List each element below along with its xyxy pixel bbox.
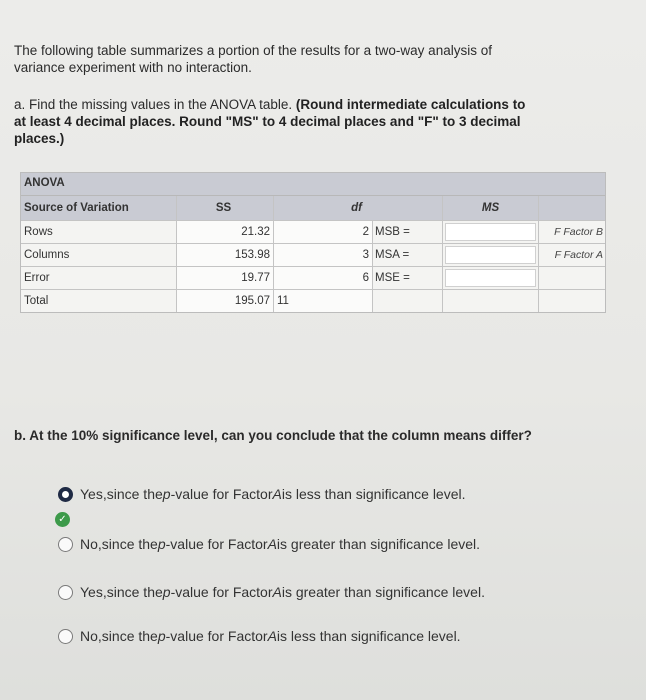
- option-post: is less than significance level.: [276, 628, 461, 644]
- option-factor: A: [267, 628, 277, 644]
- option-answer: No: [80, 628, 98, 644]
- option-sep: ,: [97, 536, 102, 552]
- msa-input[interactable]: [443, 244, 539, 266]
- radio-icon[interactable]: [58, 629, 73, 644]
- option-mid: -value for Factor: [165, 536, 268, 552]
- intro-line-1: The following table summarizes a portion of the results for a two-way analysis of: [14, 43, 492, 58]
- option-pre: since the: [101, 536, 158, 552]
- header-source: Source of Variation: [21, 196, 177, 220]
- ms-label: MSB =: [373, 221, 443, 243]
- header-df: df: [274, 196, 443, 220]
- anova-table: [20, 172, 606, 313]
- option-mid: -value for Factor: [165, 628, 268, 644]
- part-a-prefix: a. Find the missing values in the ANOVA table.: [14, 97, 296, 112]
- option-factor: A: [272, 584, 282, 600]
- option-post: is greater than significance level.: [281, 584, 485, 600]
- anova-row-rows: [21, 221, 605, 244]
- source-cell: Total: [21, 290, 177, 312]
- radio-selected-icon[interactable]: [58, 487, 73, 502]
- option-pvar: p: [162, 486, 171, 502]
- option-sep: ,: [97, 628, 102, 644]
- option-sep: ,: [102, 584, 107, 600]
- anova-header-row: [21, 196, 605, 221]
- option-1[interactable]: [58, 486, 466, 502]
- ms-label: [373, 290, 443, 312]
- problem-intro: [14, 42, 574, 76]
- anova-row-error: [21, 267, 605, 290]
- source-cell: Rows: [21, 221, 177, 243]
- option-pre: since the: [101, 628, 158, 644]
- mse-input[interactable]: [443, 267, 539, 289]
- part-a-prompt: [14, 96, 604, 147]
- option-2[interactable]: [58, 536, 480, 552]
- option-mid: -value for Factor: [170, 584, 273, 600]
- ss-cell: 21.32: [177, 221, 274, 243]
- option-post: is less than significance level.: [281, 486, 466, 502]
- ms-empty-cell: [443, 290, 539, 312]
- option-post: is greater than significance level.: [276, 536, 481, 552]
- ss-cell: 153.98: [177, 244, 274, 266]
- ss-cell: 19.77: [177, 267, 274, 289]
- source-cell: Error: [21, 267, 177, 289]
- radio-icon[interactable]: [58, 585, 73, 600]
- option-answer: Yes: [80, 486, 103, 502]
- option-factor: A: [272, 486, 282, 502]
- header-ms: MS: [443, 196, 539, 220]
- msb-input[interactable]: [443, 221, 539, 243]
- option-pvar: p: [162, 584, 171, 600]
- anova-title-bar: [21, 173, 605, 196]
- f-factor-b-label: F Factor B: [554, 226, 603, 238]
- f-factor-a-label: F Factor A: [554, 249, 603, 261]
- radio-icon[interactable]: [58, 537, 73, 552]
- df-cell: 2: [274, 221, 373, 243]
- option-mid: -value for Factor: [170, 486, 273, 502]
- f-empty-cell: [539, 267, 605, 289]
- part-a-instruction-3: places.): [14, 131, 65, 146]
- header-ss: SS: [177, 196, 274, 220]
- checkmark-icon: ✓: [55, 512, 70, 527]
- anova-row-total: [21, 290, 605, 312]
- option-answer: No: [80, 536, 98, 552]
- part-b-question: b. At the 10% significance level, can you conclude that the column means differ?: [14, 428, 532, 443]
- option-answer: Yes: [80, 584, 103, 600]
- source-cell: Columns: [21, 244, 177, 266]
- intro-line-2: variance experiment with no interaction.: [14, 60, 252, 75]
- part-a-instruction-1: (Round intermediate calculations to: [295, 97, 526, 112]
- option-pre: since the: [106, 486, 163, 502]
- ss-cell: 195.07: [177, 290, 274, 312]
- option-sep: ,: [102, 486, 107, 502]
- ms-label: MSE =: [373, 267, 443, 289]
- option-4[interactable]: [58, 628, 461, 644]
- part-a-instruction-2: at least 4 decimal places. Round "MS" to 4 decimal places and "F" to 3 decimal: [14, 114, 521, 129]
- f-empty-cell: [539, 290, 605, 312]
- df-cell: 6: [274, 267, 373, 289]
- header-f: [539, 196, 605, 220]
- option-pvar: p: [157, 536, 166, 552]
- option-3[interactable]: [58, 584, 485, 600]
- df-cell: 3: [274, 244, 373, 266]
- anova-row-columns: [21, 244, 605, 267]
- option-factor: A: [267, 536, 277, 552]
- df-cell: 11: [274, 290, 373, 312]
- option-pre: since the: [106, 584, 163, 600]
- anova-title: ANOVA: [24, 177, 65, 189]
- option-pvar: p: [157, 628, 166, 644]
- ms-label: MSA =: [373, 244, 443, 266]
